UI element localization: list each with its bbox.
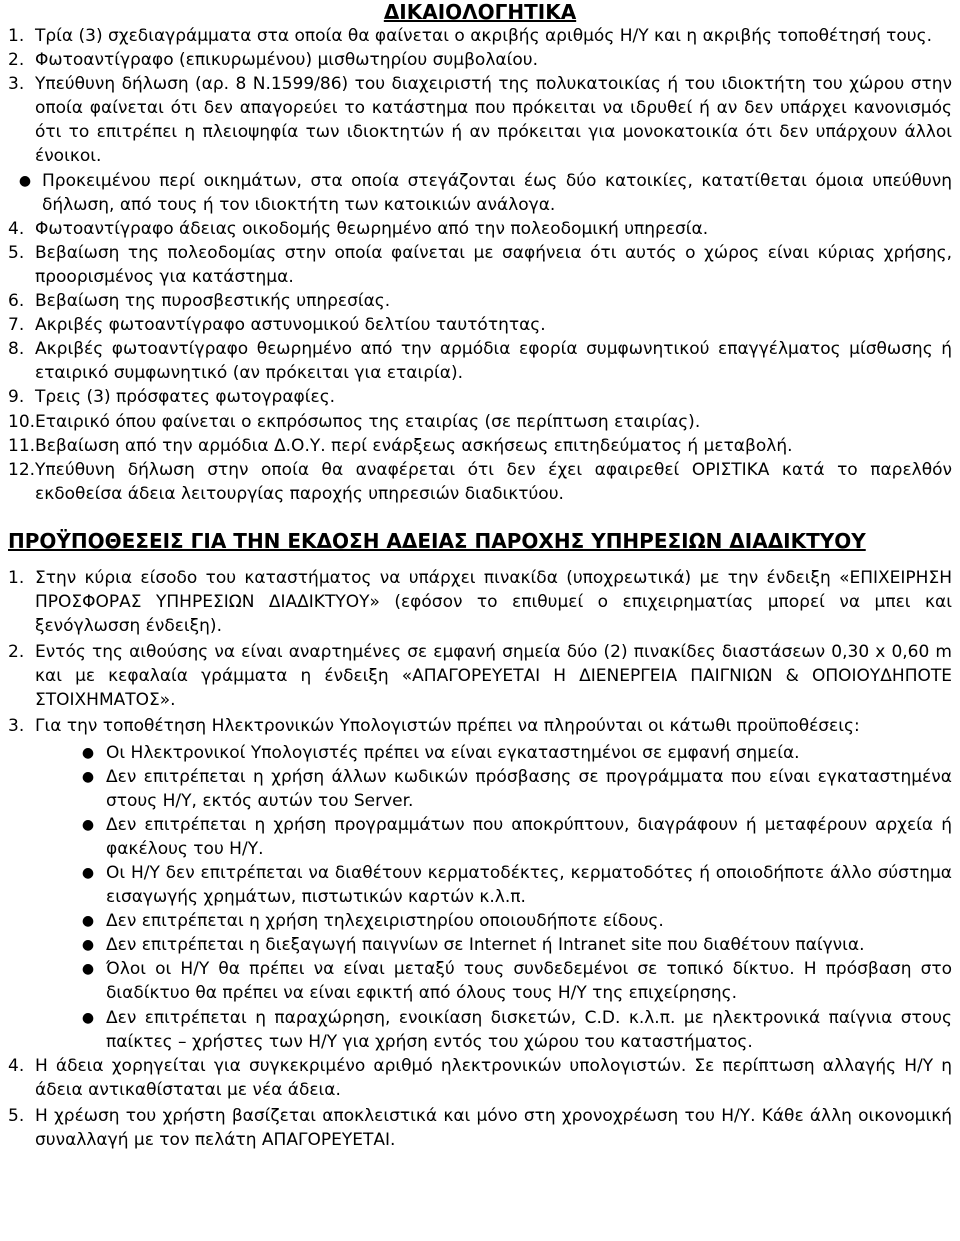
item-text: Υπεύθυνη δήλωση στην οποία θα αναφέρεται ότι δεν έχει αφαιρεθεί ΟΡΙΣΤΙΚΑ κατά το παρελθόν εκδοθείσα άδεια λειτουργίας παροχής υπηρεσιών διαδικτύου. (35, 459, 952, 504)
bullet-text: Δεν επιτρέπεται η χρήση προγραμμάτων που αποκρύπτουν, διαγράφουν ή μεταφέρουν αρχεία ή φακέλους του Η/Υ. (106, 814, 952, 859)
item-text: Βεβαίωση από την αρμόδια Δ.Ο.Υ. περί ενάρξεως ασκήσεως επιτηδεύματος ή μεταβολή. (35, 435, 793, 456)
bullet-icon: ● (81, 961, 95, 978)
item-number: 10. (8, 411, 36, 432)
item-number: 3. (8, 74, 25, 95)
bullet-item (70, 933, 952, 957)
item-text: Ακριβές φωτοαντίγραφο αστυνομικού δελτίου ταυτότητας. (35, 315, 546, 336)
section-documents (8, 0, 952, 506)
list-item (8, 458, 952, 506)
list-item (8, 640, 952, 712)
list-item (8, 313, 952, 337)
item-text: Εταιρικό όπου φαίνεται ο εκπρόσωπος της εταιρίας (σε περίπτωση εταιρίας). (35, 411, 701, 432)
list-item (8, 385, 952, 409)
section-title-documents: ΔΙΚΑΙΟΛΟΓΗΤΙΚΑ (383, 0, 577, 24)
bullet-item (70, 909, 952, 933)
section-conditions (8, 528, 952, 1152)
item-text: Εντός της αιθούσης να είναι αναρτημένες σε εμφανή σημεία δύο (2) πινακίδες διαστάσεων 0,30 x 0,60 m και με κεφαλαία γράμματα η ένδειξη «ΑΠΑΓΟΡΕΥΕΤΑΙ Η ΔΙΕΝΕΡΓΕΙΑ ΠΑΙΓΝΙΩΝ & ΟΠΟΙΟΥΔΗΠΟΤΕ ΣΤΟΙΧΗΜΑΤΟΣ». (35, 642, 952, 711)
item-text: Τρεις (3) πρόσφατες φωτογραφίες. (35, 387, 336, 408)
item-text: Η άδεια χορηγείται για συγκεκριμένο αριθμό ηλεκτρονικών υπολογιστών. Σε περίπτωση αλλαγής Η/Υ η άδεια αντικαθίσταται με νέα άδεια. (35, 1055, 952, 1100)
item-text: Ακριβές φωτοαντίγραφο θεωρημένο από την αρμόδια εφορία συμφωνητικού επαγγέλματος μίσθωσης ή εταιρικό συμφωνητικό (αν πρόκειται για εταιρία). (35, 339, 952, 384)
item-text: Φωτοαντίγραφο (επικυρωμένου) μισθωτηρίου συμβολαίου. (35, 50, 538, 71)
section-title-conditions: ΠΡΟΫΠΟΘΕΣΕΙΣ ΓΙΑ ΤΗΝ ΕΚΔΟΣΗ ΑΔΕΙΑΣ ΠΑΡΟΧΗΣ ΥΠΗΡΕΣΙΩΝ ΔΙΑΔΙΚΤΥΟΥ (8, 528, 866, 553)
item-number: 4. (8, 1055, 25, 1076)
item-number: 5. (8, 1105, 25, 1126)
item-text: Στην κύρια είσοδο του καταστήματος να υπάρχει πινακίδα (υποχρεωτικά) με την ένδειξη «ΕΠΙΧΕΙΡΗΣΗ ΠΡΟΣΦΟΡΑΣ ΥΠΗΡΕΣΙΩΝ ΔΙΑΔΙΚΤΥΟΥ» (εφόσον το επιθυμεί ο επιχειρηματίας μπορεί να μπει και ξενόγλωσση ένδειξη). (35, 567, 952, 637)
list-item (8, 337, 952, 385)
item-number: 4. (8, 218, 25, 239)
bullet-item (70, 957, 952, 1005)
bullet-item (70, 813, 952, 861)
bullet-text: Όλοι οι Η/Υ θα πρέπει να είναι μεταξύ τους συνδεδεμένοι σε τοπικό δίκτυο. Η πρόσβαση στο διαδίκτυο θα πρέπει να είναι εφικτή από όλους τους Η/Υ της επιχείρησης. (106, 959, 952, 1004)
bullet-text: Οι Ηλεκτρονικοί Υπολογιστές πρέπει να είναι εγκαταστημένοι σε εμφανή σημεία. (106, 742, 800, 763)
item-number: 11. (8, 435, 36, 456)
bullet-text: Δεν επιτρέπεται η παραχώρηση, ενοικίαση δισκετών, C.D. κ.λ.π. με ηλεκτρονικά παίγνια στους παίκτες – χρήστες των Η/Υ για χρήση εντός του χώρου του καταστήματος. (106, 1007, 952, 1052)
item-text: Βεβαίωση της πυροσβεστικής υπηρεσίας. (35, 291, 391, 312)
item-number: 3. (8, 716, 25, 737)
bullet-item (70, 741, 952, 765)
item-text: Η χρέωση του χρήστη βασίζεται αποκλειστικά και μόνο στη χρονοχρέωση του Η/Υ. Κάθε άλλη οικονομική συναλλαγή με τον πελάτη ΑΠΑΓΟΡΕΥΕΤΑΙ. (35, 1105, 952, 1151)
item-number: 1. (8, 26, 25, 46)
bullet-icon: ● (81, 1009, 95, 1026)
bullet-icon: ● (81, 768, 95, 785)
bullet-text: Προκειμένου περί οικημάτων, στα οποία στεγάζονται έως δύο κατοικίες, κατατίθεται όμοια υπεύθυνη δήλωση, από τους ή τον ιδιοκτήτη των κατοικιών ανάλογα. (42, 170, 952, 215)
list-item (8, 566, 952, 638)
list-item (8, 1104, 952, 1152)
list-item (8, 72, 952, 168)
bullet-item (70, 765, 952, 813)
item-number: 8. (8, 339, 25, 360)
bullet-icon: ● (81, 744, 95, 761)
item-text: Για την τοποθέτηση Ηλεκτρονικών Υπολογιστών πρέπει να πληρούνται οι κάτωθι προϋποθέσεις: (35, 716, 860, 737)
list-item (8, 1054, 952, 1102)
item-number: 7. (8, 315, 25, 336)
list-item (8, 48, 952, 72)
bullet-item (70, 861, 952, 909)
list-item (8, 289, 952, 313)
bullet-icon: ● (81, 913, 95, 930)
list-item (8, 714, 952, 738)
item-number: 6. (8, 291, 25, 312)
item-text: Βεβαίωση της πολεοδομίας στην οποία φαίνεται με σαφήνεια ότι αυτός ο χώρος είναι κύριας χρήσης, προορισμένος για κατάστημα. (35, 242, 952, 287)
list-item (8, 434, 952, 458)
bullet-text: Οι Η/Υ δεν επιτρέπεται να διαθέτουν κερματοδέκτες, κερματοδότες ή οποιοδήποτε άλλο σύστημα εισαγωγής χρημάτων, πιστωτικών καρτών κ.λ.π. (106, 863, 952, 908)
bullet-text: Δεν επιτρέπεται η χρήση τηλεχειριστηρίου οποιουδήποτε είδους. (106, 911, 664, 932)
bullet-icon: ● (18, 172, 32, 189)
bullet-item (8, 169, 952, 217)
bullet-text: Δεν επιτρέπεται η χρήση άλλων κωδικών πρόσβασης σε προγράμματα που είναι εγκαταστημένα στους Η/Υ, εκτός αυτών του Server. (106, 766, 952, 811)
list-item (8, 217, 952, 241)
item-text: Υπεύθυνη δήλωση (αρ. 8 Ν.1599/86) του διαχειριστή της πολυκατοικίας ή του ιδιοκτήτη του χώρου στην οποία φαίνεται ότι δεν απαγορεύει το κατάστημα που πρόκειται να ιδρυθεί ή αν δεν υπάρχει κανονισμός ότι το επιτρέπει η πλειοψηφία των ιδιοκτητών ή αν πρόκειται για μονοκατοικία ότι δεν υπάρχουν άλλοι ένοικοι. (35, 74, 952, 167)
bullet-icon: ● (81, 816, 95, 833)
bullet-item (70, 1006, 952, 1054)
item-number: 12. (8, 459, 36, 480)
list-item (8, 241, 952, 289)
item-number: 1. (8, 567, 25, 588)
item-number: 2. (8, 50, 25, 71)
item-text: Φωτοαντίγραφο άδειας οικοδομής θεωρημένο από την πολεοδομική υπηρεσία. (35, 218, 709, 239)
item-number: 2. (8, 642, 25, 663)
list-item (8, 24, 952, 48)
list-item (8, 410, 952, 434)
bullet-text: Δεν επιτρέπεται η διεξαγωγή παιγνίων σε Internet ή Intranet site που διαθέτουν παίγνια. (106, 935, 865, 956)
bullet-icon: ● (81, 937, 95, 954)
bullet-icon: ● (81, 865, 95, 881)
item-number: 5. (8, 242, 25, 263)
item-text: Τρία (3) σχεδιαγράμματα στα οποία θα φαίνεται ο ακριβής αριθμός Η/Υ και η ακριβής τοποθέτησή τους. (35, 26, 933, 46)
item-number: 9. (8, 387, 25, 408)
